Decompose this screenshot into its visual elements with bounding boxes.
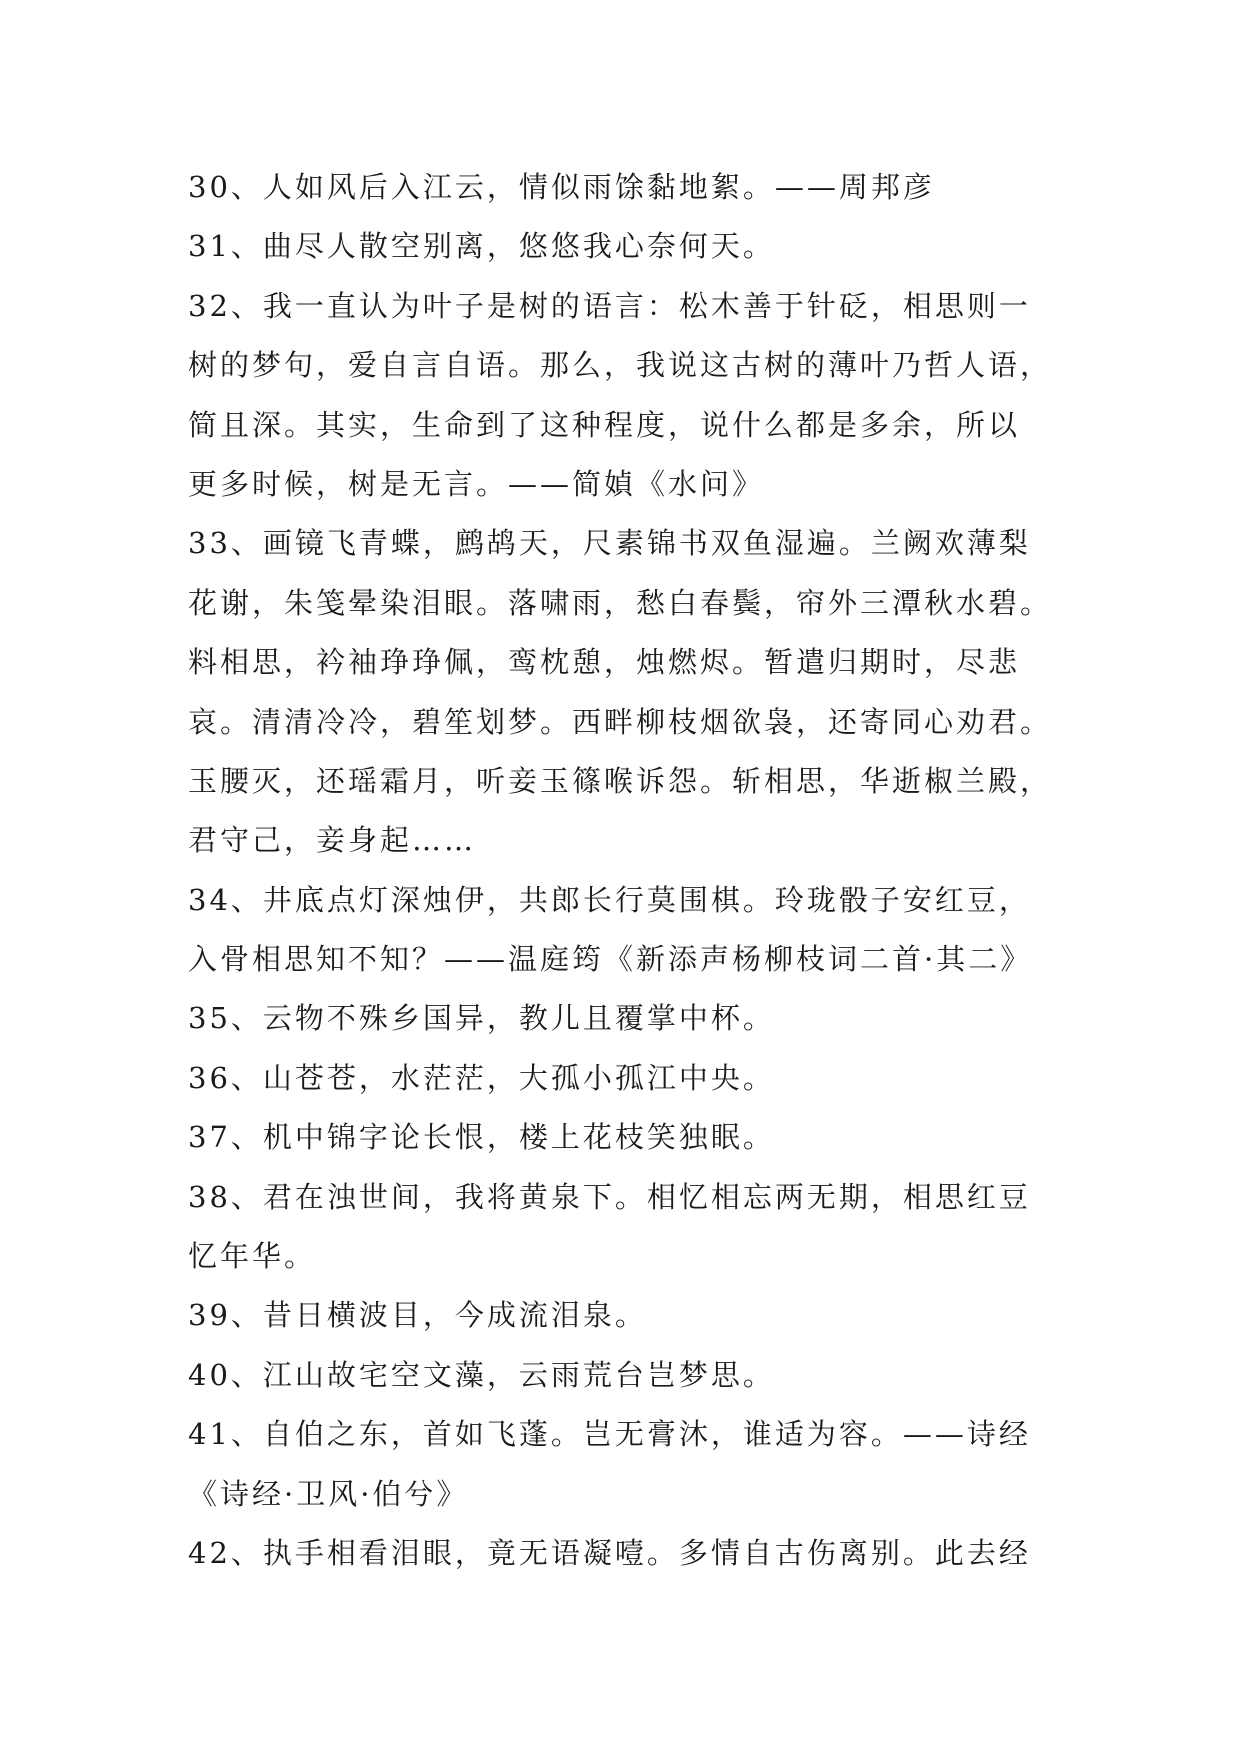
text-line: 君守己，妾身起…… <box>188 823 477 858</box>
text-line: 42、执手相看泪眼，竟无语凝噎。多情自古伤离别。此去经 <box>188 1535 1031 1570</box>
text-line: 38、君在浊世间，我将黄泉下。相忆相忘两无期，相思红豆 <box>188 1179 1031 1214</box>
text-line: 简且深。其实，生命到了这种程度，说什么都是多余，所以 <box>188 407 1021 442</box>
text-line: 34、井底点灯深烛伊，共郎长行莫围棋。玲珑骰子安红豆， <box>188 882 1031 917</box>
text-line: 37、机中锦字论长恨，楼上花枝笑独眠。 <box>188 1120 775 1155</box>
text-line: 更多时候，树是无言。——简媜《水问》 <box>188 466 765 501</box>
text-line: 33、画镜飞青蝶，鹧鸪天，尺素锦书双鱼湿遍。兰阙欢薄梨 <box>188 526 1031 561</box>
text-line: 32、我一直认为叶子是树的语言：松木善于针砭，相思则一 <box>188 288 1031 323</box>
text-line: 花谢，朱笺晕染泪眼。落啸雨，愁白春鬓，帘外三潭秋水碧。 <box>188 585 1053 620</box>
text-line: 40、江山故宅空文藻，云雨荒台岂梦思。 <box>188 1357 775 1392</box>
text-line: 哀。清清冷冷，碧笙划梦。西畔柳枝烟欲袅，还寄同心劝君。 <box>188 704 1053 739</box>
text-line: 35、云物不殊乡国异，教儿且覆掌中杯。 <box>188 1001 775 1036</box>
text-line: 39、昔日横波目，今成流泪泉。 <box>188 1298 647 1333</box>
text-line: 41、自伯之东，首如飞蓬。岂无膏沐，谁适为容。——诗经 <box>188 1417 1031 1452</box>
text-line: 《诗经·卫风·伯兮》 <box>188 1476 469 1511</box>
text-line: 树的梦句，爱自言自语。那么，我说这古树的薄叶乃哲人语， <box>188 348 1053 383</box>
text-line: 入骨相思知不知？——温庭筠《新添声杨柳枝词二首·其二》 <box>188 942 1033 977</box>
text-line: 料相思，衿袖琤琤佩，鸾枕憩，烛燃烬。暂遣归期时，尽悲 <box>188 645 1021 680</box>
text-line: 玉腰灭，还瑶霜月，听妾玉篠喉诉怨。斩相思，华逝椒兰殿， <box>188 763 1053 798</box>
text-line: 36、山苍苍，水茫茫，大孤小孤江中央。 <box>188 1060 775 1095</box>
text-line: 忆年华。 <box>188 1239 317 1274</box>
text-line: 31、曲尽人散空别离，悠悠我心奈何天。 <box>188 229 775 264</box>
document-body <box>188 158 1068 1583</box>
text-line: 30、人如风后入江云，情似雨馀黏地絮。——周邦彦 <box>188 170 935 204</box>
